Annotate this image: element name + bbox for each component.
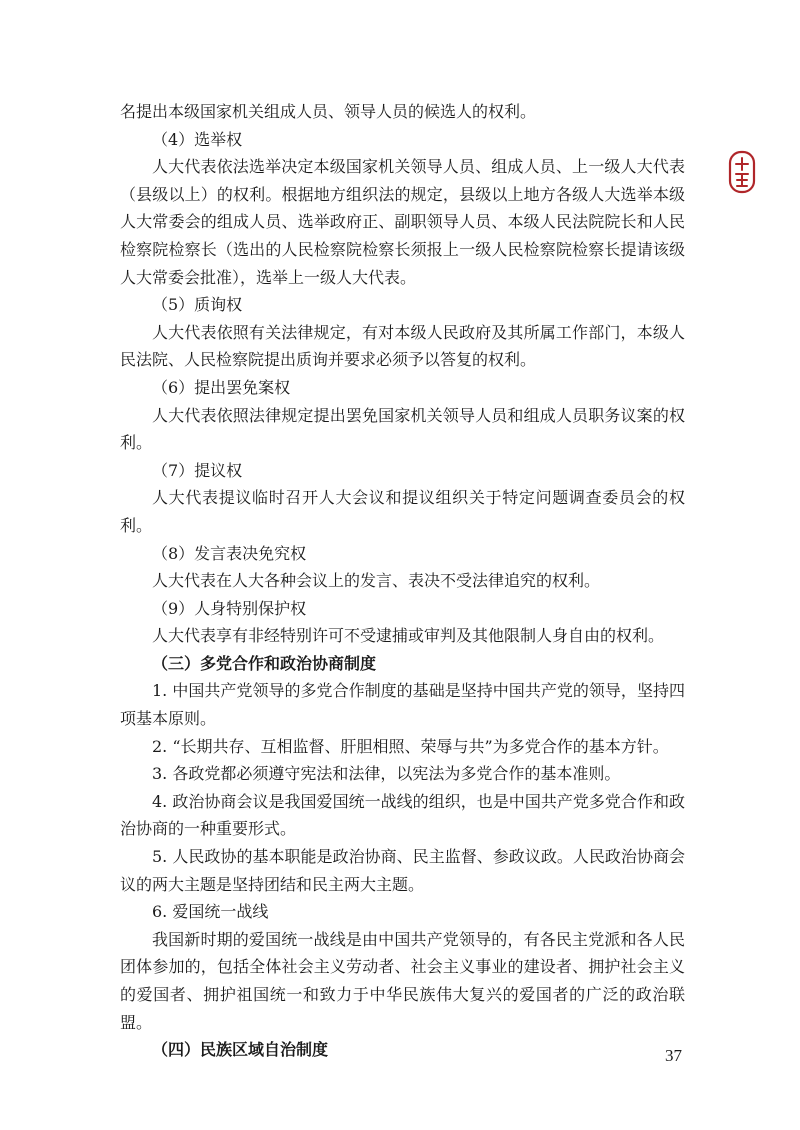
- paragraph-8: 人大代表提议临时召开人大会议和提议组织关于特定问题调查委员会的权利。: [120, 488, 685, 535]
- paragraph-15: 2. “长期共存、互相监督、肝胆相照、荣辱与共”为多党合作的基本方针。: [152, 736, 669, 756]
- paragraph-5: （6）提出罢免案权: [152, 377, 291, 397]
- paragraph-20: 我国新时期的爱国统一战线是由中国共产党领导的，有各民主党派和各人民团体参加的，包括全体社会主义劳动者、社会主义事业的建设者、拥护社会主义的爱国者、拥护祖国统一和致力于中华民族伟大复兴的爱国者的广泛的政治联盟。: [120, 929, 685, 1032]
- paragraph-18: 5. 人民政协的基本职能是政治协商、民主监督、参政议政。人民政治协商会议的两大主题是坚持团结和民主两大主题。: [120, 847, 685, 894]
- paragraph-19: 6. 爱国统一战线: [152, 902, 269, 922]
- paragraph-7: （7）提议权: [152, 460, 243, 480]
- paragraph-0: 名提出本级国家机关组成人员、领导人员的候选人的权利。: [120, 102, 537, 121]
- paragraph-14: 1. 中国共产党领导的多党合作制度的基础是坚持中国共产党的领导，坚持四项基本原则。: [120, 681, 685, 729]
- paragraph-1: （4）选举权: [152, 129, 243, 149]
- seal-stamp-icon: [728, 150, 756, 194]
- paragraph-2: 人大代表依法选举决定本级国家机关领导人员、组成人员、上一级人大代表（县级以上）的权利。根据地方组织法的规定，县级以上地方各级人大选举本级人大常委会的组成人员、选举政府正、副职领导人员、本级人民法院院长和人民检察院检察长（选出的人民检察院检察长须报上一级人民检察院检察长提请该级人大常委会批准），选举上一级人大代表。: [120, 157, 685, 287]
- paragraph-4: 人大代表依照有关法律规定，有对本级人民政府及其所属工作部门，本级人民法院、人民检察院提出质询并要求必须予以答复的权利。: [120, 322, 685, 370]
- paragraph-11: （9）人身特别保护权: [152, 598, 307, 618]
- paragraph-3: （5）质询权: [152, 295, 243, 315]
- paragraph-12: 人大代表享有非经特别许可不受逮捕或审判及其他限制人身自由的权利。: [152, 626, 665, 646]
- page-body: [120, 98, 685, 1064]
- paragraph-17: 4. 政治协商会议是我国爱国统一战线的组织，也是中国共产党多党合作和政治协商的一种重要形式。: [120, 791, 685, 839]
- paragraph-16: 3. 各政党都必须遵守宪法和法律，以宪法为多党合作的基本准则。: [152, 764, 621, 784]
- paragraph-9: （8）发言表决免究权: [152, 543, 307, 563]
- paragraph-6: 人大代表依照法律规定提出罢免国家机关领导人员和组成人员职务议案的权利。: [120, 405, 685, 453]
- section-heading-4: （四）民族区域自治制度: [152, 1040, 329, 1060]
- paragraph-10: 人大代表在人大各种会议上的发言、表决不受法律追究的权利。: [152, 571, 601, 591]
- page-number: 37: [665, 1046, 682, 1065]
- section-heading-3: （三）多党合作和政治协商制度: [152, 653, 377, 673]
